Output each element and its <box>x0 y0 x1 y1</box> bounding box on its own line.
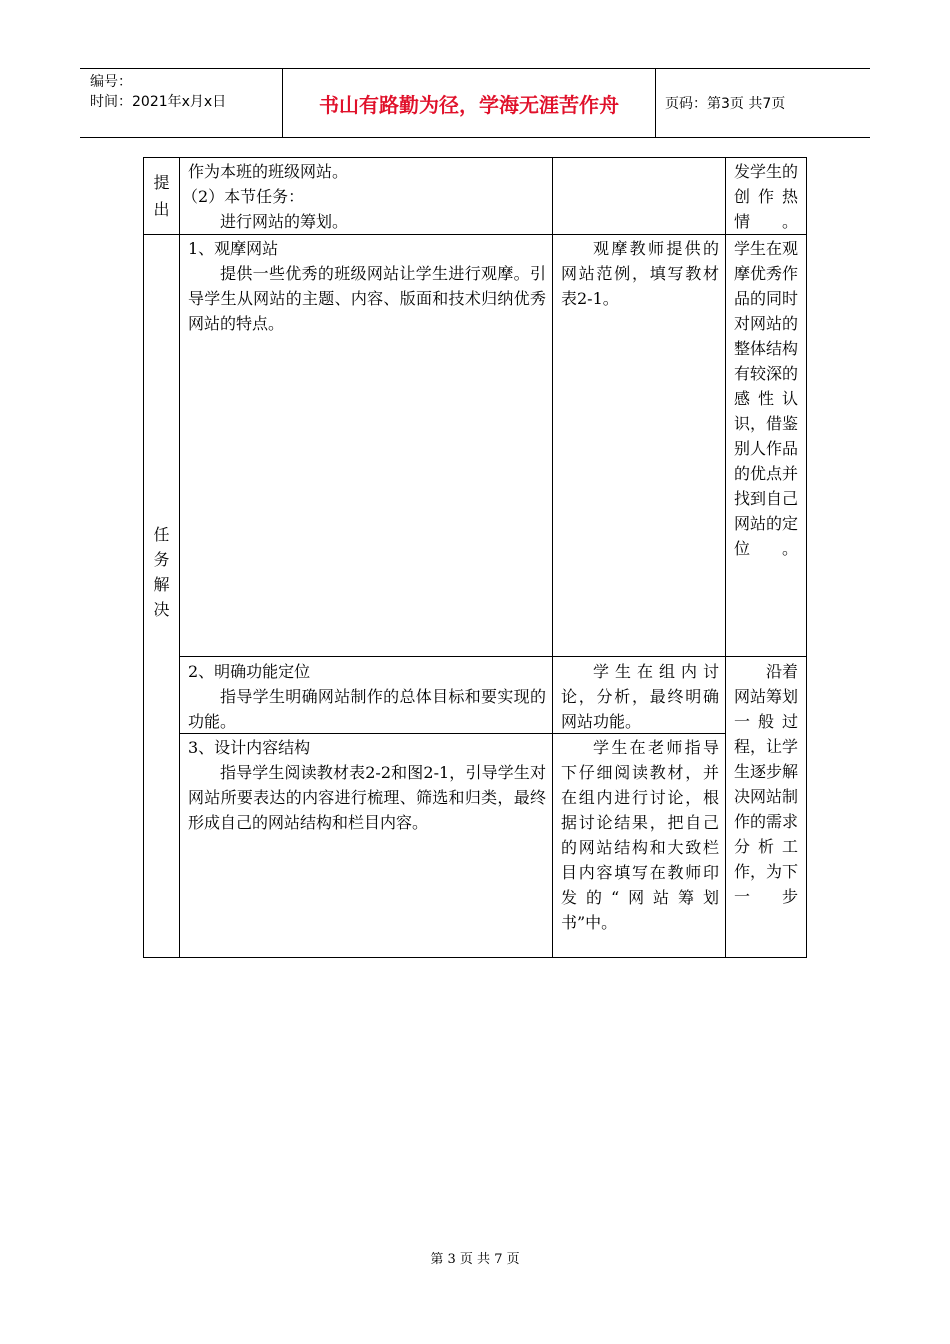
row4-content <box>188 735 546 835</box>
row1-line-1: 作为本班的班级网站。 <box>188 162 349 181</box>
stage-label-solve <box>144 522 179 622</box>
row3-title: 2、明确功能定位 <box>188 662 311 681</box>
row2-student-text: 观摩教师提供的网站范例，填写教材表2-1。 <box>561 239 719 308</box>
row3-text: 指导学生明确网站制作的总体目标和要实现的功能。 <box>188 687 546 731</box>
row34-purpose <box>734 659 798 909</box>
row3-student-text: 学生在组内讨论，分析，最终明确网站功能。 <box>561 662 719 731</box>
row1-line-2: （2）本节任务： <box>182 187 305 206</box>
row2-text: 提供一些优秀的班级网站让学生进行观摩。引导学生从网站的主题、内容、版面和技术归纳优秀网站的特点。 <box>188 264 546 333</box>
date-line: 时间：2021年x月x日 <box>90 94 227 110</box>
stage-solve-text: 任务解决 <box>153 525 170 619</box>
row2-student <box>561 236 719 311</box>
row4-student <box>561 735 719 935</box>
row3-student <box>561 659 719 734</box>
row2-purpose: 学生在观摩优秀作品的同时对网站的整体结构有较深的感性认识，借鉴别人作品的优点并找到自己网站的定位。 <box>734 239 799 558</box>
row1-purpose: 发学生的创作热情。 <box>734 162 799 231</box>
row4-title: 3、设计内容结构 <box>188 738 311 757</box>
row34-purpose-text: 沿着网站筹划一般过程，让学生逐步解决网站制作的需求分析工作，为下一步 <box>734 662 799 906</box>
header-page-info: 页码：第3页 共7页 <box>665 96 786 112</box>
header-motto: 书山有路勤为径，学海无涯苦作舟 <box>283 69 656 137</box>
row2-title: 1、观摩网站 <box>188 239 279 258</box>
stage-propose-text: 提出 <box>153 173 170 219</box>
row1-content <box>182 159 546 234</box>
page-footer: 第 3 页 共 7 页 <box>430 1252 520 1267</box>
row4-text: 指导学生阅读教材表2-2和图2-1，引导学生对网站所要表达的内容进行梳理、筛选和归类，最终形成自己的网站结构和栏目内容。 <box>188 763 546 832</box>
row2-content <box>188 236 546 336</box>
page-header <box>80 68 870 138</box>
header-meta <box>80 69 283 137</box>
number-label: 编号： <box>90 74 132 90</box>
row4-student-text: 学生在老师指导下仔细阅读教材，并在组内进行讨论，根据讨论结果，把自己的网站结构和大致栏目内容填写在教师印发的“网站筹划书”中。 <box>561 738 719 932</box>
row1-line-3: 进行网站的筹划。 <box>220 212 349 231</box>
row3-content <box>188 659 546 734</box>
stage-label-propose <box>144 169 179 223</box>
